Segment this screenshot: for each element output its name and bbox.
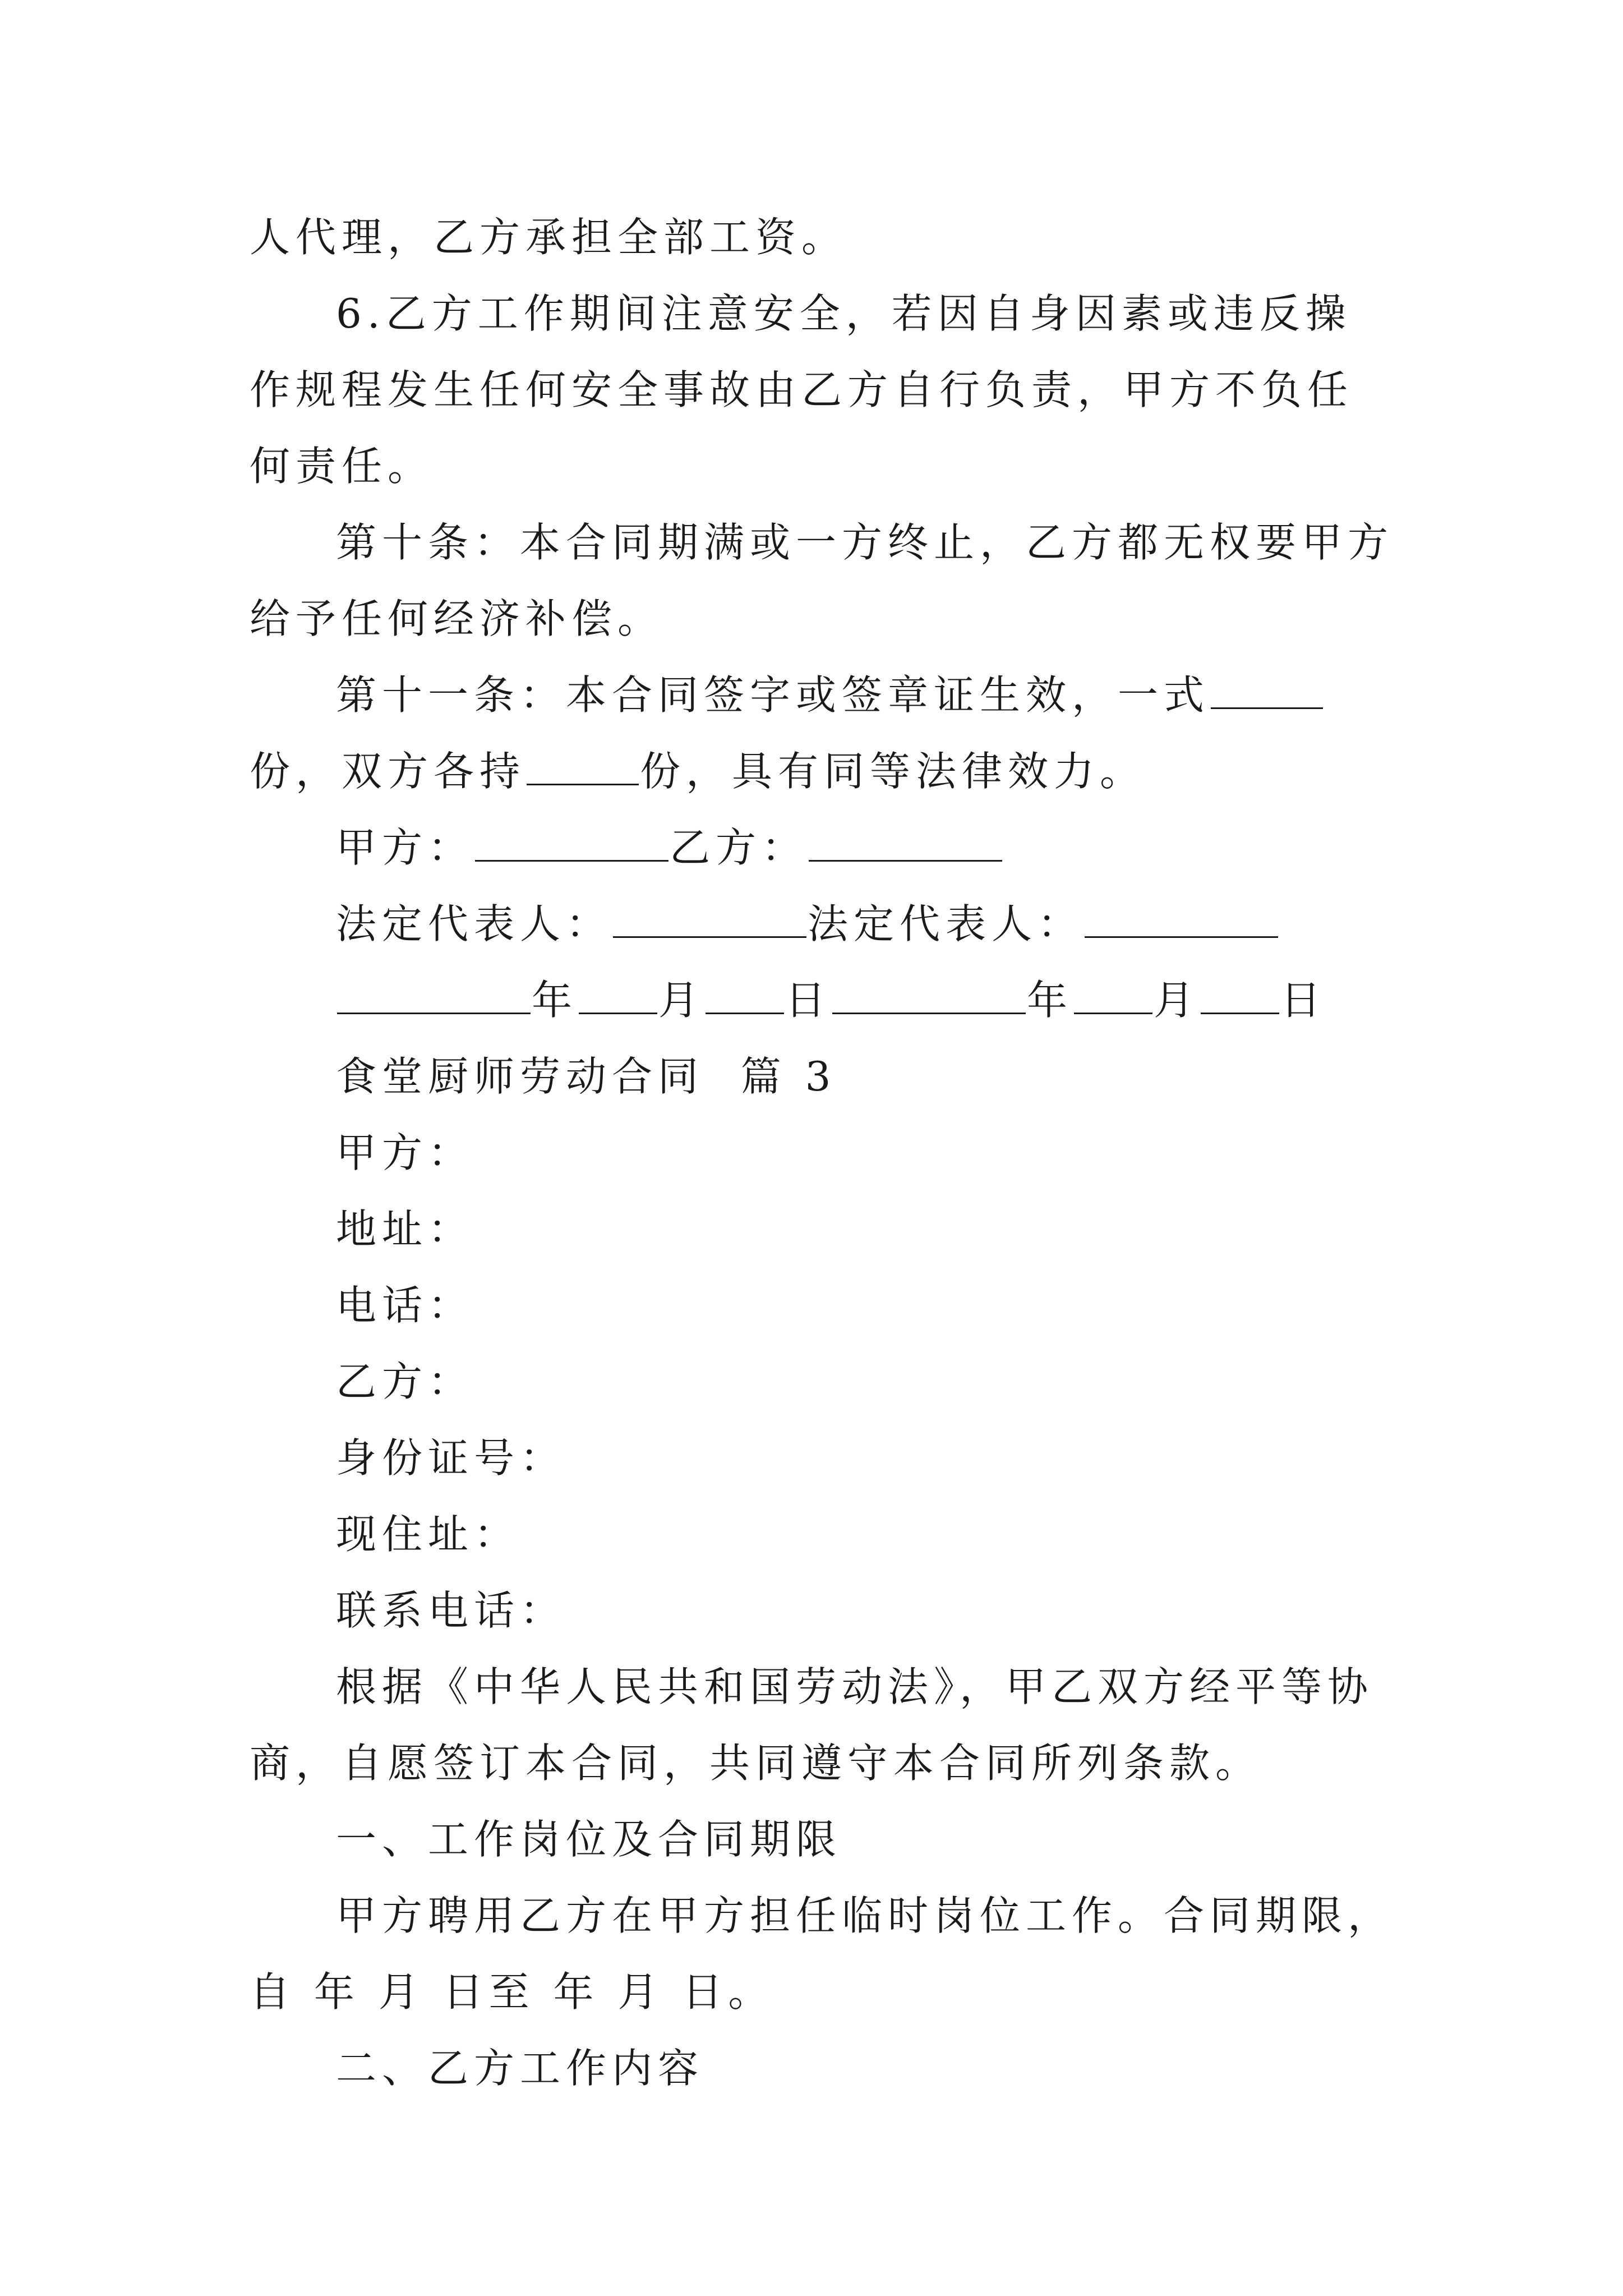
date-a-month-blank: [579, 978, 657, 1014]
sign-rep-a-label: 法定代表人：: [336, 900, 612, 947]
paragraph-article-11: [250, 657, 1394, 809]
article-11-text-c: 份，具有同等法律效力。: [640, 748, 1146, 795]
paragraph-wage-agent: 人代理，乙方承担全部工资。: [250, 214, 848, 261]
field-party-a: 甲方：: [336, 1129, 474, 1176]
signature-rep-line: [250, 886, 1394, 962]
sign-party-b-blank: [809, 825, 1002, 862]
heading-job-and-term: 一、工作岗位及合同期限: [336, 1816, 842, 1863]
paragraph-safety-clause: 6.乙方工作期间注意安全，若因自身因素或违反操作规程发生任何安全事故由乙方自行负责，甲方不负任何责任。: [250, 290, 1354, 490]
date-a-year-label: 年: [532, 977, 578, 1024]
sign-rep-a-blank: [613, 901, 806, 938]
copies-each-blank: [527, 749, 639, 785]
sign-party-a-label: 甲方：: [336, 824, 474, 871]
date-b-year-label: 年: [1027, 977, 1073, 1024]
field-party-b: 乙方：: [336, 1358, 474, 1405]
field-address: 地址：: [336, 1205, 474, 1253]
date-b-month-label: 月: [1154, 977, 1200, 1024]
article-11-text-b: 份，双方各持: [250, 748, 526, 795]
section-title: 食堂厨师劳动合同 篇 3: [336, 1053, 837, 1100]
field-id-number: 身份证号：: [336, 1434, 566, 1481]
article-11-text-a: 第十一条：本合同签字或签章证生效，一式: [336, 671, 1210, 719]
field-phone: 电话：: [336, 1282, 474, 1329]
signature-date-line: [250, 962, 1394, 1038]
sign-party-a-blank: [475, 825, 668, 862]
date-a-month-label: 月: [658, 977, 705, 1024]
paragraph-job-term: 甲方聘用乙方在甲方担任临时岗位工作。合同期限，自 年 月 日至 年 月 日。: [250, 1892, 1394, 2016]
sign-rep-b-label: 法定代表人：: [808, 900, 1084, 947]
date-a-day-label: 日: [785, 977, 832, 1024]
paragraph-article-10: 第十条：本合同期满或一方终止，乙方都无权要甲方给予任何经济补偿。: [250, 519, 1394, 642]
date-b-year-blank: [832, 978, 1026, 1014]
signature-party-line: [250, 809, 1394, 886]
field-current-address: 现住址：: [336, 1511, 520, 1558]
field-contact-phone: 联系电话：: [336, 1587, 566, 1634]
document-body: [250, 199, 1394, 2106]
paragraph-labor-law: 根据《中华人民共和国劳动法》，甲乙双方经平等协商，自愿签订本合同，共同遵守本合同所列条款。: [250, 1663, 1374, 1787]
heading-work-content: 二、乙方工作内容: [336, 2045, 704, 2092]
date-a-day-blank: [706, 978, 784, 1014]
sign-party-b-label: 乙方：: [670, 824, 808, 871]
sign-rep-b-blank: [1085, 901, 1278, 938]
copies-total-blank: [1211, 673, 1323, 709]
date-b-day-label: 日: [1280, 977, 1327, 1024]
date-b-month-blank: [1074, 978, 1152, 1014]
date-a-year-blank: [337, 978, 531, 1014]
date-b-day-blank: [1201, 978, 1279, 1014]
